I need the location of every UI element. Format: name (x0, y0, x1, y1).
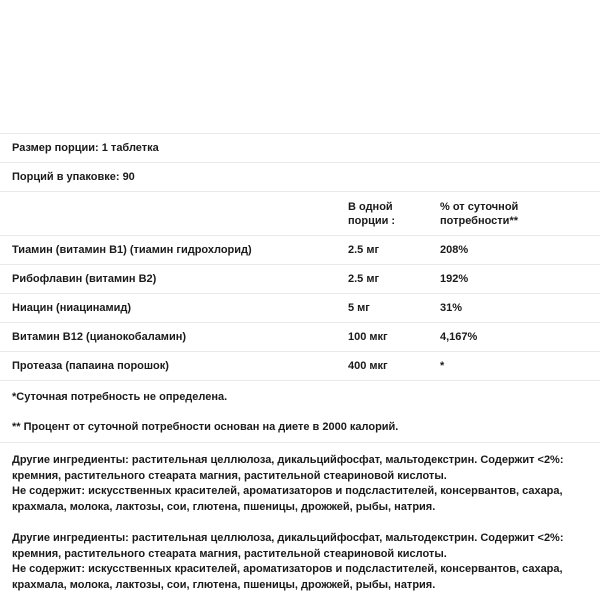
supplement-facts-table (0, 192, 600, 381)
column-header-amount-per-serving: В одной порции : (348, 192, 440, 236)
table-row (0, 265, 600, 294)
free-of-text: Не содержит: искусственных красителей, ароматизаторов и подсластителей, консервантов, сахара, крахмала, молока, лактозы, сои, глютена, пшеницы, дрожжей, рыбы, натрия. (12, 485, 563, 513)
footnotes (0, 381, 600, 442)
serving-size-row: Размер порции: 1 таблетка (12, 142, 159, 154)
other-ingredients-text: Другие ингредиенты: растительная целлюлоза, дикальцийфосфат, мальтодекстрин. Содержит <2%: кремния, растительного стеарата магния, растительной стеариновой кислоты. (12, 532, 564, 560)
nutrient-daily-value: 4,167% (440, 323, 600, 352)
nutrient-name: Ниацин (ниацинамид) (0, 294, 348, 323)
nutrient-amount: 100 мкг (348, 323, 440, 352)
table-row (0, 236, 600, 265)
other-ingredients-text: Другие ингредиенты: растительная целлюлоза, дикальцийфосфат, мальтодекстрин. Содержит <2%: кремния, растительного стеарата магния, растительной стеариновой кислоты. (12, 454, 564, 482)
table-header (0, 192, 600, 236)
nutrient-amount: 5 мг (348, 294, 440, 323)
footnote-percent-daily-value-basis: ** Процент от суточной потребности основан на диете в 2000 калорий. (12, 421, 399, 433)
column-header-name (0, 192, 348, 236)
supplement-facts-panel (0, 133, 600, 593)
column-header-percent-daily-value: % от суточной потребности** (440, 192, 600, 236)
nutrient-name: Протеаза (папаина порошок) (0, 352, 348, 381)
table-row (0, 323, 600, 352)
servings-per-container-row: Порций в упаковке: 90 (12, 171, 135, 183)
nutrient-name: Витамин B12 (цианокобаламин) (0, 323, 348, 352)
nutrient-daily-value: 208% (440, 236, 600, 265)
table-body (0, 236, 600, 381)
table-row (0, 294, 600, 323)
nutrient-amount: 2.5 мг (348, 236, 440, 265)
nutrient-amount: 400 мкг (348, 352, 440, 381)
footnote-daily-value-not-established: *Суточная потребность не определена. (12, 391, 228, 403)
nutrient-daily-value: 31% (440, 294, 600, 323)
ingredients-section (0, 443, 600, 593)
nutrient-daily-value: * (440, 352, 600, 381)
ingredients-block (12, 531, 588, 593)
free-of-text: Не содержит: искусственных красителей, ароматизаторов и подсластителей, консервантов, сахара, крахмала, молока, лактозы, сои, глютена, пшеницы, дрожжей, рыбы, натрия. (12, 563, 563, 591)
nutrient-name: Тиамин (витамин B1) (тиамин гидрохлорид) (0, 236, 348, 265)
ingredients-block (12, 453, 588, 515)
table-row (0, 352, 600, 381)
nutrient-name: Рибофлавин (витамин B2) (0, 265, 348, 294)
table-header-row (0, 192, 600, 236)
nutrient-amount: 2.5 мг (348, 265, 440, 294)
nutrient-daily-value: 192% (440, 265, 600, 294)
